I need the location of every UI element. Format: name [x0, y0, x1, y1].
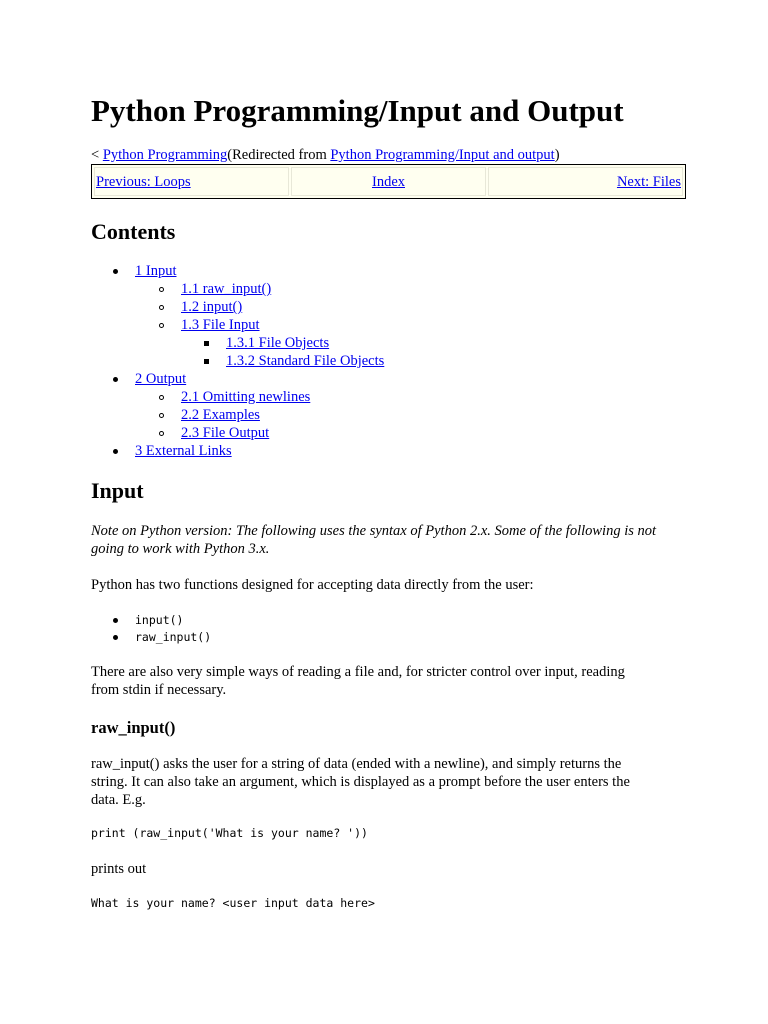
bullet-circle: [159, 323, 164, 328]
toc-item: [159, 280, 271, 298]
input-heading: Input: [91, 478, 144, 503]
paragraph-line: from stdin if necessary.: [91, 682, 227, 698]
toc-item: [113, 442, 232, 460]
toc-link[interactable]: 1 Input: [135, 263, 177, 279]
bullet-disc: [113, 618, 118, 623]
input-intro: Python has two functions designed for accepting data directly from the user:: [91, 577, 534, 593]
toc-item: [159, 298, 242, 316]
function-name: raw_input(): [135, 630, 212, 644]
contents-heading: Contents: [91, 219, 176, 244]
redirect-prefix: (Redirected from: [227, 147, 331, 163]
toc-link[interactable]: 1.3.2 Standard File Objects: [226, 353, 385, 369]
paragraph-line: There are also very simple ways of reading a file and, for stricter control over input, reading: [91, 664, 625, 680]
nav-cell-next: [488, 167, 683, 196]
bullet-square: [204, 359, 209, 364]
nav-cell-index: [291, 167, 486, 196]
toc-item: [159, 316, 260, 334]
toc-link[interactable]: 3 External Links: [135, 443, 232, 459]
breadcrumb: [91, 146, 560, 164]
bullet-disc: [113, 377, 118, 382]
next-link[interactable]: Next: Files: [616, 173, 681, 190]
paragraph-line: raw_input() asks the user for a string of data (ended with a newline), and simply returns the: [91, 756, 622, 772]
version-note-line: Note on Python version: The following uses the syntax of Python 2.x. Some of the following is not: [91, 523, 657, 539]
list-item: [113, 628, 211, 646]
redirect-suffix: ): [554, 147, 560, 163]
toc-item: [113, 262, 176, 280]
toc-item: [204, 334, 329, 352]
toc-link[interactable]: 1.1 raw_input(): [181, 281, 272, 297]
toc-item: [159, 388, 310, 406]
redirect-link[interactable]: Python Programming/Input and output: [330, 147, 555, 163]
toc-item: [204, 352, 384, 370]
bullet-circle: [159, 395, 164, 400]
bullet-disc: [113, 635, 118, 640]
version-note-line: going to work with Python 3.x.: [91, 541, 270, 557]
version-note: [91, 522, 676, 558]
input-also-paragraph: [91, 663, 676, 699]
code-example: print (raw_input('What is your name? ')): [91, 826, 368, 840]
breadcrumb-parent-link[interactable]: Python Programming: [102, 147, 228, 163]
page-title: Python Programming/Input and Output: [91, 93, 624, 128]
bullet-disc: [113, 269, 118, 274]
bullet-disc: [113, 449, 118, 454]
toc-link[interactable]: 2 Output: [135, 371, 187, 387]
list-item: [113, 611, 183, 629]
bullet-circle: [159, 287, 164, 292]
bullet-circle: [159, 305, 164, 310]
prints-out-text: prints out: [91, 861, 147, 877]
toc-item: [159, 424, 269, 442]
toc-item: [159, 406, 260, 424]
index-link[interactable]: Index: [371, 173, 405, 190]
toc-link[interactable]: 1.3 File Input: [181, 317, 260, 333]
paragraph-line: data. E.g.: [91, 792, 146, 808]
toc-link[interactable]: 2.1 Omitting newlines: [181, 389, 311, 405]
previous-link[interactable]: Previous: Loops: [96, 173, 191, 190]
toc-link[interactable]: 1.2 input(): [181, 299, 243, 315]
toc-item: [113, 370, 186, 388]
nav-cell-previous: [94, 167, 289, 196]
toc-link[interactable]: 2.2 Examples: [181, 407, 260, 423]
raw-input-heading: raw_input(): [91, 718, 176, 737]
raw-input-description: [91, 755, 676, 809]
navigation-table: [91, 164, 686, 199]
function-name: input(): [135, 613, 184, 627]
bullet-circle: [159, 431, 164, 436]
toc-link[interactable]: 2.3 File Output: [181, 425, 270, 441]
breadcrumb-prefix: <: [91, 147, 103, 163]
paragraph-line: string. It can also take an argument, which is displayed as a prompt before the user enters the: [91, 774, 630, 790]
bullet-square: [204, 341, 209, 346]
bullet-circle: [159, 413, 164, 418]
code-output: What is your name? <user input data here>: [91, 896, 375, 910]
toc-link[interactable]: 1.3.1 File Objects: [226, 335, 330, 351]
